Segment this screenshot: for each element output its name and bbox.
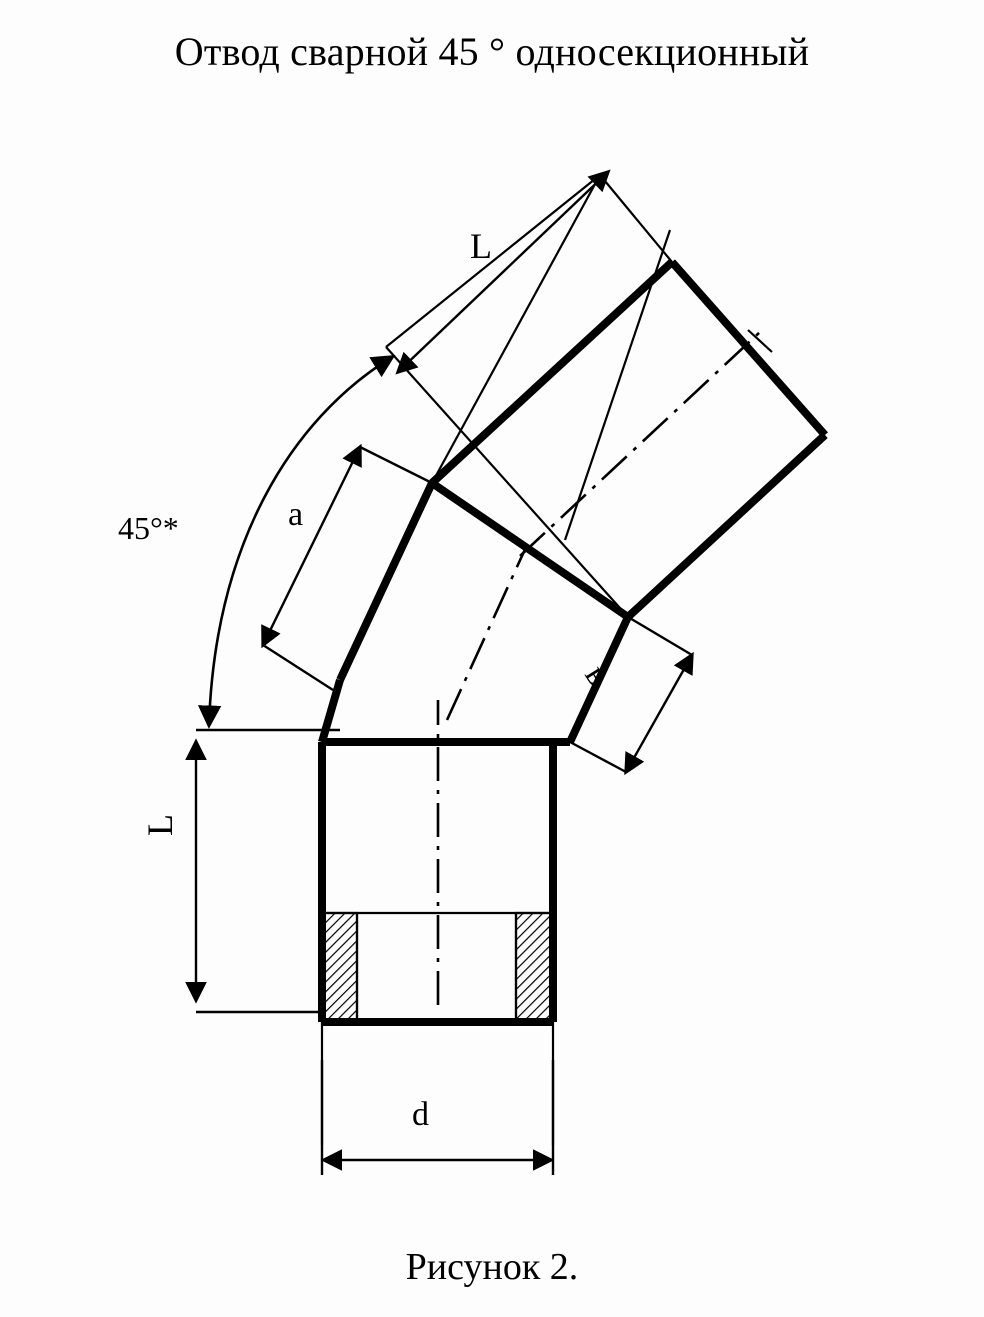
label-dim-a: a: [288, 496, 304, 533]
figure-caption: Рисунок 2.: [405, 1246, 579, 1288]
label-diameter: d: [412, 1096, 429, 1133]
page-title: Отвод сварной 45 ° односекционный: [174, 29, 810, 74]
dimension-d: [322, 1060, 553, 1175]
label-length-top: L: [470, 226, 492, 266]
elbow-body-outline: [322, 262, 825, 1022]
dimension-L-top: [398, 172, 608, 372]
label-dim-b: в: [577, 658, 618, 693]
label-length-left: L: [140, 814, 180, 836]
label-angle: 45°*: [118, 510, 179, 546]
dimension-a: [263, 447, 432, 690]
